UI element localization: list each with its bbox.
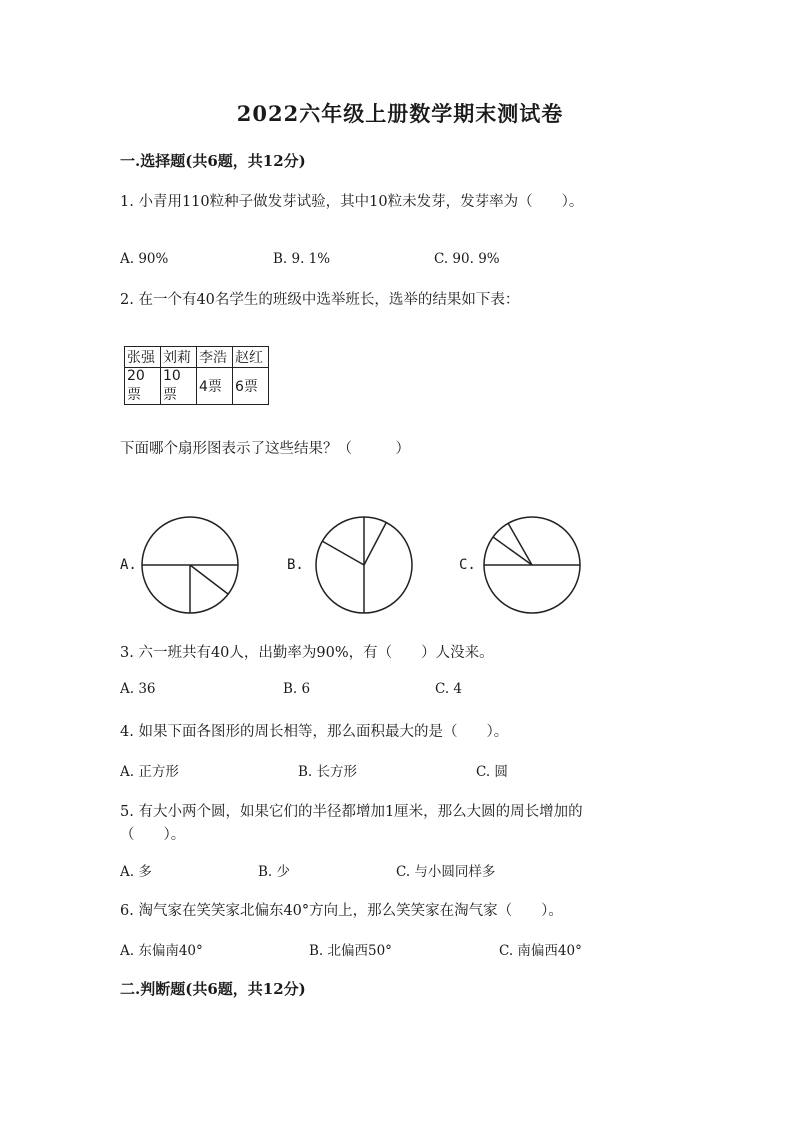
q6-option-a: A. 东偏南40° [120, 943, 203, 959]
pie-b-radius-upper-left [322, 541, 364, 565]
q1-option-a: A. 90% [120, 251, 169, 267]
q5-option-a: A. 多 [120, 864, 152, 880]
section-heading-choice: 一.选择题(共6题，共12分) [120, 152, 306, 170]
page-title: 2022六年级上册数学期末测试卷 [236, 101, 564, 126]
vote-table-votes-row [125, 368, 269, 405]
vote-table-name-cell: 李浩 [197, 347, 233, 368]
question-5-text-continued: （ ）。 [120, 827, 186, 843]
question-3-text: 3. 六一班共有40人，出勤率为90%，有（ ）人没来。 [120, 645, 494, 661]
pie-c-radius-upper-left [493, 537, 532, 565]
pie-b-radius-upper-right [364, 523, 386, 565]
pie-c-radius-upper [508, 523, 532, 565]
vote-table-vote-cell: 6票 [233, 368, 269, 405]
vote-table-vote-cell: 20票 [125, 368, 161, 405]
pie-chart-c [482, 515, 582, 615]
q4-option-c: C. 圆 [476, 764, 508, 780]
pie-chart-b [314, 515, 414, 615]
q3-option-c: C. 4 [435, 681, 463, 697]
question-2-text: 2. 在一个有40名学生的班级中选举班长，选举的结果如下表： [120, 292, 520, 308]
pie-a-radius-lower-right [190, 565, 228, 594]
q6-option-b: B. 北偏西50° [309, 943, 392, 959]
q1-option-b: B. 9. 1% [273, 251, 331, 267]
pie-option-a-label: A. [120, 557, 137, 573]
vote-table-name-cell: 赵红 [233, 347, 269, 368]
vote-table-vote-cell: 10票 [161, 368, 197, 405]
section-heading-judgement: 二.判断题(共6题，共12分) [120, 980, 306, 998]
q5-option-b: B. 少 [258, 864, 291, 880]
q1-option-c: C. 90. 9% [434, 251, 500, 267]
question-5-text: 5. 有大小两个圆，如果它们的半径都增加1厘米，那么大圆的周长增加的 [120, 804, 583, 820]
q6-option-c: C. 南偏西40° [499, 943, 582, 959]
q4-option-a: A. 正方形 [120, 764, 179, 780]
vote-table [124, 346, 269, 405]
q3-option-b: B. 6 [283, 681, 311, 697]
question-2-followup: 下面哪个扇形图表示了这些结果？（ ） [120, 441, 410, 457]
vote-table-names-row [125, 347, 269, 368]
vote-table-name-cell: 张强 [125, 347, 161, 368]
q5-option-c: C. 与小圆同样多 [396, 864, 496, 880]
pie-option-b-label: B. [287, 557, 304, 573]
question-4-text: 4. 如果下面各图形的周长相等，那么面积最大的是（ ）。 [120, 724, 509, 740]
q3-option-a: A. 36 [120, 681, 156, 697]
vote-table-name-cell: 刘莉 [161, 347, 197, 368]
vote-table-vote-cell: 4票 [197, 368, 233, 405]
question-1-text: 1. 小青用110粒种子做发芽试验，其中10粒未发芽，发芽率为（ ）。 [120, 194, 584, 210]
pie-chart-a [140, 515, 240, 615]
q4-option-b: B. 长方形 [298, 764, 358, 780]
pie-option-c-label: C. [459, 557, 476, 573]
question-6-text: 6. 淘气家在笑笑家北偏东40°方向上，那么笑笑家在淘气家（ ）。 [120, 903, 563, 919]
